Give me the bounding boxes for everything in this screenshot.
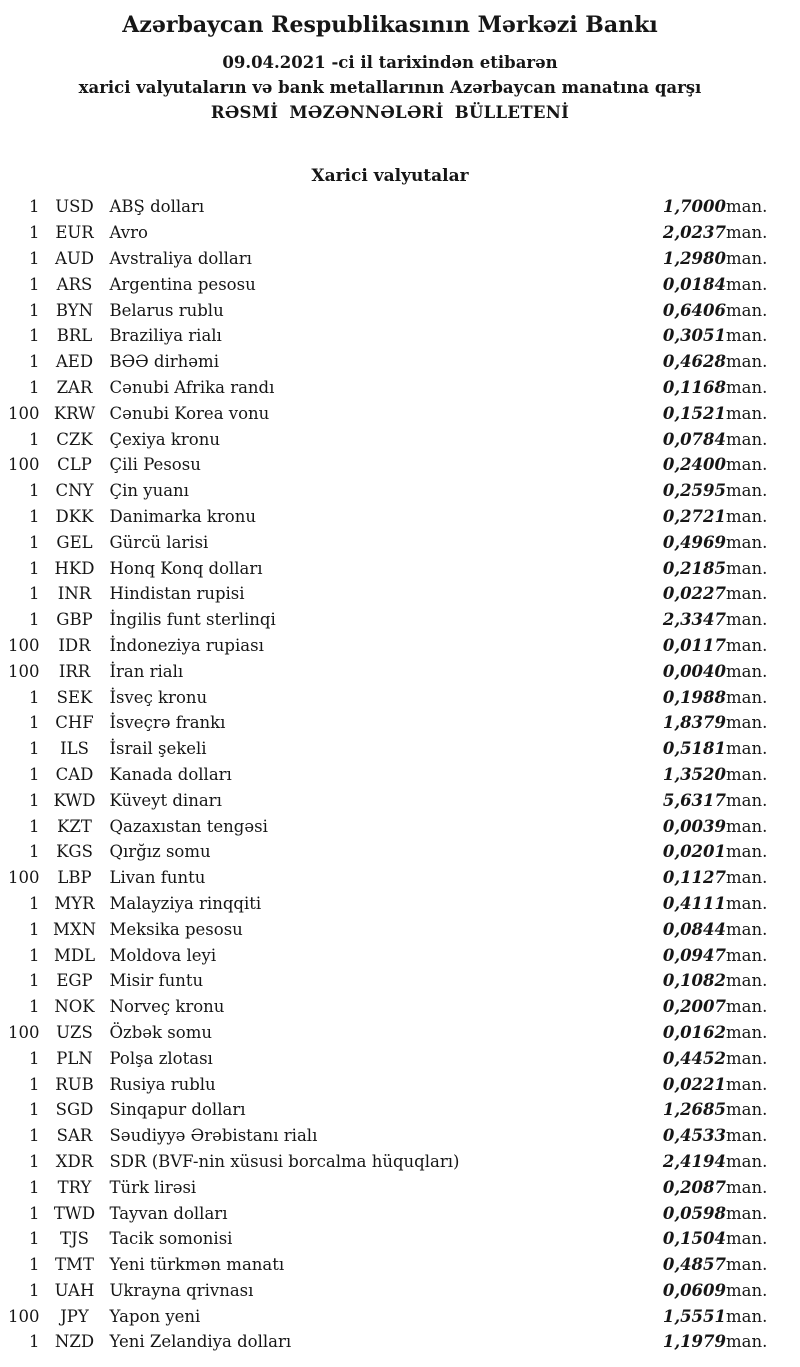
currency-code-cell: NZD bbox=[54, 1332, 95, 1352]
currency-name-cell: İsveçrə frankı bbox=[109, 713, 226, 733]
unit-label-cell: man. bbox=[726, 739, 768, 759]
rate-row bbox=[8, 1174, 772, 1200]
unit-label-cell: man. bbox=[726, 584, 768, 604]
unit-label-cell: man. bbox=[726, 713, 768, 733]
currency-code-cell: MDL bbox=[53, 945, 96, 965]
exchange-rate-cell: 0,2400 bbox=[662, 455, 726, 475]
rate-row bbox=[8, 1020, 772, 1046]
quantity-cell: 1 bbox=[29, 687, 40, 707]
currency-code-cell: JPY bbox=[60, 1306, 89, 1326]
quantity-cell: 100 bbox=[8, 868, 40, 888]
unit-label-cell: man. bbox=[726, 687, 768, 707]
rate-row bbox=[8, 710, 772, 736]
currency-code-cell: IDR bbox=[58, 635, 91, 655]
rate-row bbox=[8, 271, 772, 297]
quantity-cell: 1 bbox=[29, 584, 40, 604]
rate-row bbox=[8, 581, 772, 607]
unit-label-cell: man. bbox=[726, 1048, 768, 1068]
currency-code-cell: INR bbox=[57, 584, 92, 604]
currency-code-cell: TMT bbox=[55, 1255, 94, 1275]
rate-row bbox=[8, 633, 772, 659]
exchange-rates-table-body bbox=[8, 194, 772, 1355]
quantity-cell: 1 bbox=[29, 1229, 40, 1249]
exchange-rate-cell: 0,2595 bbox=[662, 481, 726, 501]
rate-row bbox=[8, 555, 772, 581]
unit-label-cell: man. bbox=[726, 1255, 768, 1275]
quantity-cell: 1 bbox=[29, 1100, 40, 1120]
quantity-cell: 1 bbox=[29, 1255, 40, 1275]
rate-row bbox=[8, 1149, 772, 1175]
rate-row bbox=[8, 658, 772, 684]
quantity-cell: 1 bbox=[29, 945, 40, 965]
rate-row bbox=[8, 1252, 772, 1278]
bulletin-header bbox=[8, 12, 772, 122]
currency-code-cell: SEK bbox=[56, 687, 93, 707]
currency-name-cell: Livan funtu bbox=[109, 868, 206, 888]
quantity-cell: 1 bbox=[29, 481, 40, 501]
currency-code-cell: MXN bbox=[52, 919, 97, 939]
rate-row bbox=[8, 478, 772, 504]
currency-name-cell: Avstraliya dolları bbox=[109, 249, 252, 269]
currency-code-cell: EUR bbox=[55, 223, 94, 243]
quantity-cell: 100 bbox=[8, 635, 40, 655]
currency-name-cell: Cənubi Korea vonu bbox=[109, 403, 270, 423]
unit-label-cell: man. bbox=[726, 300, 768, 320]
unit-label-cell: man. bbox=[726, 249, 768, 269]
unit-label-cell: man. bbox=[726, 610, 768, 630]
unit-label-cell: man. bbox=[726, 1177, 768, 1197]
exchange-rates-table bbox=[8, 194, 772, 1355]
exchange-rate-cell: 2,0237 bbox=[662, 223, 726, 243]
unit-label-cell: man. bbox=[726, 223, 768, 243]
currency-name-cell: Çin yuanı bbox=[109, 481, 189, 501]
unit-label-cell: man. bbox=[726, 1229, 768, 1249]
quantity-cell: 1 bbox=[29, 1151, 40, 1171]
exchange-rate-cell: 0,4533 bbox=[662, 1126, 726, 1146]
unit-label-cell: man. bbox=[726, 635, 768, 655]
unit-label-cell: man. bbox=[726, 764, 768, 784]
quantity-cell: 1 bbox=[29, 1203, 40, 1223]
currency-code-cell: UZS bbox=[56, 1022, 93, 1042]
unit-label-cell: man. bbox=[726, 1126, 768, 1146]
unit-label-cell: man. bbox=[726, 1151, 768, 1171]
unit-label-cell: man. bbox=[726, 661, 768, 681]
rate-row bbox=[8, 246, 772, 272]
exchange-rate-cell: 0,0221 bbox=[662, 1074, 726, 1094]
exchange-rate-cell: 0,5181 bbox=[662, 739, 726, 759]
currency-name-cell: Danimarka kronu bbox=[109, 506, 256, 526]
quantity-cell: 1 bbox=[29, 249, 40, 269]
unit-label-cell: man. bbox=[726, 532, 768, 552]
rate-row bbox=[8, 349, 772, 375]
unit-label-cell: man. bbox=[726, 816, 768, 836]
currency-code-cell: CHF bbox=[55, 713, 94, 733]
rate-row bbox=[8, 839, 772, 865]
unit-label-cell: man. bbox=[726, 274, 768, 294]
quantity-cell: 1 bbox=[29, 816, 40, 836]
exchange-rate-cell: 0,0947 bbox=[662, 945, 726, 965]
currency-name-cell: Argentina pesosu bbox=[109, 274, 256, 294]
currency-code-cell: TRY bbox=[57, 1177, 92, 1197]
currency-code-cell: BYN bbox=[55, 300, 94, 320]
currency-name-cell: Yeni türkmən manatı bbox=[109, 1255, 285, 1275]
unit-label-cell: man. bbox=[726, 197, 768, 217]
exchange-rate-cell: 1,7000 bbox=[662, 197, 726, 217]
currency-code-cell: IRR bbox=[58, 661, 91, 681]
currency-code-cell: CZK bbox=[56, 429, 93, 449]
quantity-cell: 1 bbox=[29, 971, 40, 991]
quantity-cell: 1 bbox=[29, 558, 40, 578]
unit-label-cell: man. bbox=[726, 997, 768, 1017]
currency-name-cell: Belarus rublu bbox=[109, 300, 224, 320]
quantity-cell: 100 bbox=[8, 1022, 40, 1042]
quantity-cell: 1 bbox=[29, 326, 40, 346]
exchange-rate-cell: 1,5551 bbox=[662, 1306, 726, 1326]
currency-code-cell: GEL bbox=[56, 532, 93, 552]
currency-code-cell: SGD bbox=[55, 1100, 94, 1120]
quantity-cell: 1 bbox=[29, 842, 40, 862]
currency-code-cell: ILS bbox=[60, 739, 89, 759]
rate-row bbox=[8, 452, 772, 478]
currency-code-cell: UAH bbox=[54, 1280, 95, 1300]
exchange-rate-cell: 0,0227 bbox=[662, 584, 726, 604]
exchange-rate-cell: 0,1504 bbox=[662, 1229, 726, 1249]
rate-row bbox=[8, 1200, 772, 1226]
currency-name-cell: Özbək somu bbox=[109, 1022, 212, 1042]
rate-row bbox=[8, 1097, 772, 1123]
currency-code-cell: GBP bbox=[56, 610, 93, 630]
currency-name-cell: Gürcü larisi bbox=[109, 532, 209, 552]
unit-label-cell: man. bbox=[726, 1100, 768, 1120]
currency-code-cell: KGS bbox=[56, 842, 93, 862]
currency-code-cell: BRL bbox=[56, 326, 93, 346]
unit-label-cell: man. bbox=[726, 868, 768, 888]
currency-code-cell: TWD bbox=[53, 1203, 96, 1223]
exchange-rate-cell: 0,4628 bbox=[662, 352, 726, 372]
currency-name-cell: SDR (BVF-nin xüsusi borcalma hüquqları) bbox=[109, 1151, 460, 1171]
currency-code-cell: KWD bbox=[53, 790, 96, 810]
unit-label-cell: man. bbox=[726, 1332, 768, 1352]
currency-name-cell: Hindistan rupisi bbox=[109, 584, 245, 604]
currency-name-cell: Ukrayna qrivnası bbox=[109, 1280, 254, 1300]
exchange-rate-cell: 0,2087 bbox=[662, 1177, 726, 1197]
exchange-rate-cell: 0,1127 bbox=[662, 868, 726, 888]
quantity-cell: 1 bbox=[29, 223, 40, 243]
currency-name-cell: Braziliya rialı bbox=[109, 326, 222, 346]
quantity-cell: 1 bbox=[29, 739, 40, 759]
unit-label-cell: man. bbox=[726, 1022, 768, 1042]
currency-name-cell: İsveç kronu bbox=[109, 687, 208, 707]
rate-row bbox=[8, 297, 772, 323]
currency-name-cell: BƏƏ dirhəmi bbox=[109, 352, 219, 372]
currency-name-cell: Malayziya rinqqiti bbox=[109, 893, 262, 913]
exchange-rate-cell: 0,0162 bbox=[662, 1022, 726, 1042]
exchange-rate-cell: 1,1979 bbox=[662, 1332, 726, 1352]
unit-label-cell: man. bbox=[726, 326, 768, 346]
exchange-rate-cell: 0,1168 bbox=[662, 378, 726, 397]
currency-code-cell: CNY bbox=[55, 481, 94, 501]
currency-name-cell: ABŞ dolları bbox=[109, 197, 205, 217]
rate-row bbox=[8, 504, 772, 530]
unit-label-cell: man. bbox=[726, 842, 768, 862]
quantity-cell: 1 bbox=[29, 997, 40, 1017]
quantity-cell: 1 bbox=[29, 1048, 40, 1068]
exchange-rate-cell: 5,6317 bbox=[662, 790, 726, 810]
currency-code-cell: KRW bbox=[53, 403, 96, 423]
rate-row bbox=[8, 220, 772, 246]
quantity-cell: 100 bbox=[8, 403, 40, 423]
currency-name-cell: Küveyt dinarı bbox=[109, 790, 222, 810]
exchange-rate-cell: 0,0598 bbox=[662, 1203, 726, 1223]
rate-row bbox=[8, 684, 772, 710]
quantity-cell: 1 bbox=[29, 1074, 40, 1094]
rate-row bbox=[8, 891, 772, 917]
currency-name-cell: İsrail şekeli bbox=[109, 739, 207, 759]
exchange-rate-cell: 0,4969 bbox=[662, 532, 726, 552]
currency-code-cell: USD bbox=[55, 197, 94, 217]
currency-name-cell: Yapon yeni bbox=[109, 1306, 201, 1326]
currency-name-cell: İngilis funt sterlinqi bbox=[109, 610, 276, 630]
currency-name-cell: Çili Pesosu bbox=[109, 455, 201, 475]
currency-name-cell: Yeni Zelandiya dolları bbox=[109, 1332, 292, 1352]
quantity-cell: 1 bbox=[29, 1332, 40, 1352]
unit-label-cell: man. bbox=[726, 1280, 768, 1300]
exchange-rate-cell: 0,2721 bbox=[662, 506, 726, 526]
quantity-cell: 100 bbox=[8, 661, 40, 681]
unit-label-cell: man. bbox=[726, 919, 768, 939]
rate-row bbox=[8, 1329, 772, 1355]
quantity-cell: 1 bbox=[29, 1280, 40, 1300]
unit-label-cell: man. bbox=[726, 1306, 768, 1326]
quantity-cell: 1 bbox=[29, 532, 40, 552]
exchange-rate-cell: 0,0201 bbox=[662, 842, 726, 862]
currency-code-cell: ZAR bbox=[56, 378, 93, 397]
exchange-rate-cell: 0,6406 bbox=[662, 300, 726, 320]
rate-row bbox=[8, 1071, 772, 1097]
exchange-rate-cell: 0,4857 bbox=[662, 1255, 726, 1275]
currency-code-cell: CLP bbox=[57, 455, 92, 475]
rate-row bbox=[8, 1226, 772, 1252]
quantity-cell: 1 bbox=[29, 893, 40, 913]
subject-line: xarici valyutaların və bank metallarının Azərbaycan manatına qarşı bbox=[78, 77, 702, 97]
rate-row bbox=[8, 529, 772, 555]
exchange-rate-cell: 2,4194 bbox=[662, 1151, 726, 1171]
currency-code-cell: LBP bbox=[57, 868, 92, 888]
quantity-cell: 1 bbox=[29, 352, 40, 372]
currency-code-cell: ARS bbox=[56, 274, 93, 294]
exchange-rate-cell: 0,1521 bbox=[662, 403, 726, 423]
currency-name-cell: Qırğız somu bbox=[109, 842, 211, 862]
currency-name-cell: Misir funtu bbox=[109, 971, 204, 991]
unit-label-cell: man. bbox=[726, 893, 768, 913]
currency-code-cell: PLN bbox=[56, 1048, 93, 1068]
exchange-rate-cell: 0,1988 bbox=[662, 687, 726, 707]
unit-label-cell: man. bbox=[726, 790, 768, 810]
section-title-foreign-currencies: Xarici valyutalar bbox=[311, 166, 469, 187]
exchange-rate-cell: 0,0784 bbox=[662, 429, 726, 449]
exchange-rate-cell: 1,8379 bbox=[662, 713, 726, 733]
exchange-rate-cell: 0,4111 bbox=[662, 893, 726, 913]
unit-label-cell: man. bbox=[726, 378, 768, 397]
quantity-cell: 1 bbox=[29, 610, 40, 630]
rate-row bbox=[8, 762, 772, 788]
currency-code-cell: TJS bbox=[60, 1229, 89, 1249]
bulletin-title-line: RƏSMİ MƏZƏNNƏLƏRİ BÜLLETENİ bbox=[210, 103, 570, 123]
rate-row bbox=[8, 1278, 772, 1304]
currency-name-cell: Honq Konq dolları bbox=[109, 558, 263, 578]
exchange-rate-cell: 0,1082 bbox=[662, 971, 726, 991]
rate-row bbox=[8, 375, 772, 401]
currency-code-cell: DKK bbox=[55, 506, 94, 526]
currency-name-cell: Sinqapur dolları bbox=[109, 1100, 246, 1120]
quantity-cell: 1 bbox=[29, 197, 40, 217]
currency-code-cell: AUD bbox=[54, 249, 95, 269]
quantity-cell: 1 bbox=[29, 274, 40, 294]
currency-code-cell: XDR bbox=[55, 1151, 94, 1171]
quantity-cell: 1 bbox=[29, 1177, 40, 1197]
currency-name-cell: Türk lirəsi bbox=[109, 1177, 197, 1197]
rate-row bbox=[8, 426, 772, 452]
currency-name-cell: Səudiyyə Ərəbistanı rialı bbox=[109, 1126, 318, 1146]
exchange-rate-cell: 0,0844 bbox=[662, 919, 726, 939]
rate-row bbox=[8, 736, 772, 762]
exchange-rate-cell: 1,3520 bbox=[662, 764, 726, 784]
unit-label-cell: man. bbox=[726, 558, 768, 578]
currency-code-cell: EGP bbox=[56, 971, 93, 991]
quantity-cell: 1 bbox=[29, 764, 40, 784]
rate-row bbox=[8, 1303, 772, 1329]
currency-code-cell: RUB bbox=[55, 1074, 94, 1094]
exchange-rate-cell: 0,0184 bbox=[662, 274, 726, 294]
unit-label-cell: man. bbox=[726, 481, 768, 501]
rate-row bbox=[8, 1045, 772, 1071]
rate-row bbox=[8, 942, 772, 968]
unit-label-cell: man. bbox=[726, 455, 768, 475]
unit-label-cell: man. bbox=[726, 971, 768, 991]
rate-row bbox=[8, 994, 772, 1020]
quantity-cell: 100 bbox=[8, 1306, 40, 1326]
quantity-cell: 1 bbox=[29, 919, 40, 939]
currency-name-cell: Meksika pesosu bbox=[109, 919, 243, 939]
unit-label-cell: man. bbox=[726, 352, 768, 372]
rate-row bbox=[8, 916, 772, 942]
currency-name-cell: Avro bbox=[109, 223, 148, 243]
currency-code-cell: SAR bbox=[56, 1126, 93, 1146]
exchange-rate-cell: 2,3347 bbox=[662, 610, 726, 630]
exchange-rate-cell: 0,0040 bbox=[662, 661, 726, 681]
currency-code-cell: KZT bbox=[57, 816, 92, 836]
exchange-rate-cell: 0,0039 bbox=[662, 816, 726, 836]
rate-row bbox=[8, 1123, 772, 1149]
rate-row bbox=[8, 813, 772, 839]
quantity-cell: 100 bbox=[8, 455, 40, 475]
exchange-rate-cell: 0,2185 bbox=[662, 558, 726, 578]
currency-name-cell: İran rialı bbox=[109, 661, 184, 681]
exchange-rate-cell: 0,0609 bbox=[662, 1280, 726, 1300]
exchange-rate-cell: 1,2685 bbox=[662, 1100, 726, 1120]
exchange-rate-cell: 0,2007 bbox=[662, 997, 726, 1017]
unit-label-cell: man. bbox=[726, 1203, 768, 1223]
rate-row bbox=[8, 607, 772, 633]
exchange-rate-cell: 0,0117 bbox=[662, 635, 726, 655]
currency-name-cell: Rusiya rublu bbox=[109, 1074, 216, 1094]
quantity-cell: 1 bbox=[29, 378, 40, 397]
quantity-cell: 1 bbox=[29, 713, 40, 733]
currency-code-cell: MYR bbox=[54, 893, 95, 913]
currency-name-cell: Norveç kronu bbox=[109, 997, 225, 1017]
quantity-cell: 1 bbox=[29, 429, 40, 449]
rate-row bbox=[8, 787, 772, 813]
unit-label-cell: man. bbox=[726, 1074, 768, 1094]
currency-code-cell: CAD bbox=[55, 764, 94, 784]
currency-name-cell: Tacik somonisi bbox=[109, 1229, 233, 1249]
currency-code-cell: HKD bbox=[54, 558, 95, 578]
rate-row bbox=[8, 968, 772, 994]
rate-row bbox=[8, 194, 772, 220]
currency-name-cell: Polşa zlotası bbox=[109, 1048, 213, 1068]
currency-name-cell: Cənubi Afrika randı bbox=[109, 378, 275, 397]
rate-row bbox=[8, 400, 772, 426]
exchange-rate-cell: 0,3051 bbox=[662, 326, 726, 346]
quantity-cell: 1 bbox=[29, 300, 40, 320]
bank-title: Azərbaycan Respublikasının Mərkəzi Bankı bbox=[122, 12, 658, 38]
unit-label-cell: man. bbox=[726, 429, 768, 449]
currency-code-cell: AED bbox=[55, 352, 94, 372]
effective-date-line: 09.04.2021 -ci il tarixindən etibarən bbox=[222, 52, 558, 72]
currency-name-cell: İndoneziya rupiası bbox=[109, 635, 264, 655]
exchange-rate-cell: 1,2980 bbox=[662, 249, 726, 269]
unit-label-cell: man. bbox=[726, 403, 768, 423]
exchange-rate-cell: 0,4452 bbox=[662, 1048, 726, 1068]
unit-label-cell: man. bbox=[726, 506, 768, 526]
currency-name-cell: Moldova leyi bbox=[109, 945, 217, 965]
currency-name-cell: Qazaxıstan tengəsi bbox=[109, 816, 268, 836]
quantity-cell: 1 bbox=[29, 790, 40, 810]
currency-name-cell: Tayvan dolları bbox=[109, 1203, 228, 1223]
rate-row bbox=[8, 323, 772, 349]
currency-name-cell: Kanada dolları bbox=[109, 764, 232, 784]
rate-row bbox=[8, 865, 772, 891]
quantity-cell: 1 bbox=[29, 506, 40, 526]
currency-code-cell: NOK bbox=[54, 997, 95, 1017]
currency-name-cell: Çexiya kronu bbox=[109, 429, 220, 449]
quantity-cell: 1 bbox=[29, 1126, 40, 1146]
unit-label-cell: man. bbox=[726, 945, 768, 965]
